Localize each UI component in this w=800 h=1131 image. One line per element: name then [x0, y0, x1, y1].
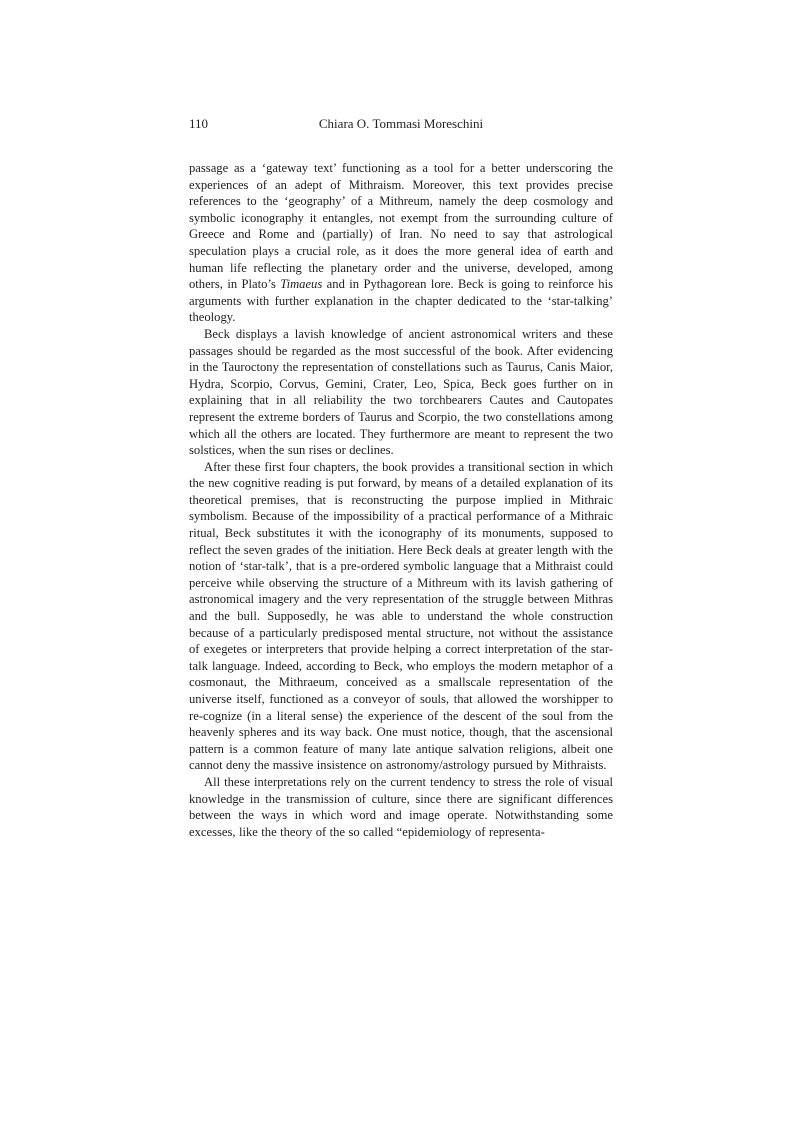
- running-header: [189, 116, 613, 132]
- paragraph-2: Beck displays a lavish knowledge of ancient astronomical writers and these passages should be regarded as the most successful of the book. After evidencing in the Tauroctony the representation of constellations such as Taurus, Canis Maior, Hydra, Scorpio, Corvus, Gemini, Crater, Leo, Spica, Beck goes further on in explaining that in all reliability the two torchbearers Cautes and Cautopates represent the extreme borders of Taurus and Scorpio, the two constellations among which all the others are located. They furthermore are meant to represent the two solstices, when the sun rises or declines.: [189, 326, 613, 458]
- paragraph-1: [189, 160, 613, 326]
- paragraph-1-text-before: passage as a ‘gateway text’ functioning as a tool for a better underscoring the experiences of an adept of Mithraism. Moreover, this text provides precise references to the ‘geography’ of a Mithreum, namely the deep cosmology and symbolic iconography it entangles, not exempt from the surrounding culture of Greece and Rome and (partially) of Iran. No need to say that astrological speculation plays a crucial role, as it does the more general idea of earth and human life reflecting the planetary order and the universe, developed, among others, in Plato’s: [189, 161, 613, 292]
- running-header-title: Chiara O. Tommasi Moreschini: [318, 116, 484, 131]
- paragraph-3: After these first four chapters, the book provides a transitional section in which the new cognitive reading is put forward, by means of a detailed explanation of its theoretical premises, that is reconstructing the purpose implied in Mithraic symbolism. Because of the impossibility of a practical performance of a Mithraic ritual, Beck substitutes it with the iconography of its monuments, supposed to reflect the seven grades of the initiation. Here Beck deals at greater length with the notion of ‘star-talk’, that is a pre-ordered symbolic language that a Mithraist could perceive while observing the structure of a Mithreum with its lavish gathering of astronomical imagery and the very representation of the struggle between Mithras and the bull. Supposedly, he was able to understand the whole construction because of a particularly predisposed mental structure, not without the assistance of exegetes or interpreters that provide helping a correct interpretation of the star-talk language. Indeed, according to Beck, who employs the modern metaphor of a cosmonaut, the Mithraeum, conceived as a smallscale representation of the universe itself, functioned as a conveyor of souls, that allowed the worshipper to re-cognize (in a literal sense) the experience of the descent of the soul from the heavenly spheres and its way back. One must notice, though, that the ascensional pattern is a common feature of many late antique salvation religions, albeit one cannot deny the massive insistence on astronomy/astrology pursued by Mithraists.: [189, 459, 613, 773]
- page-number: 110: [189, 116, 209, 131]
- paragraph-4: All these interpretations rely on the current tendency to stress the role of visual knowledge in the transmission of culture, since there are significant differences between the ways in which word and image operate. Notwithstanding some excesses, like the theory of the so called “epidemiology of representa-: [189, 774, 613, 839]
- page-body: [189, 160, 613, 840]
- paragraph-1-text-after: and in Pythagorean lore. Beck is going to reinforce his arguments with further explanation in the chapter dedicated to the ‘star-talking’ theology.: [189, 277, 613, 325]
- text-block: [189, 116, 613, 840]
- timaeus-italic-title: Timaeus: [280, 277, 323, 292]
